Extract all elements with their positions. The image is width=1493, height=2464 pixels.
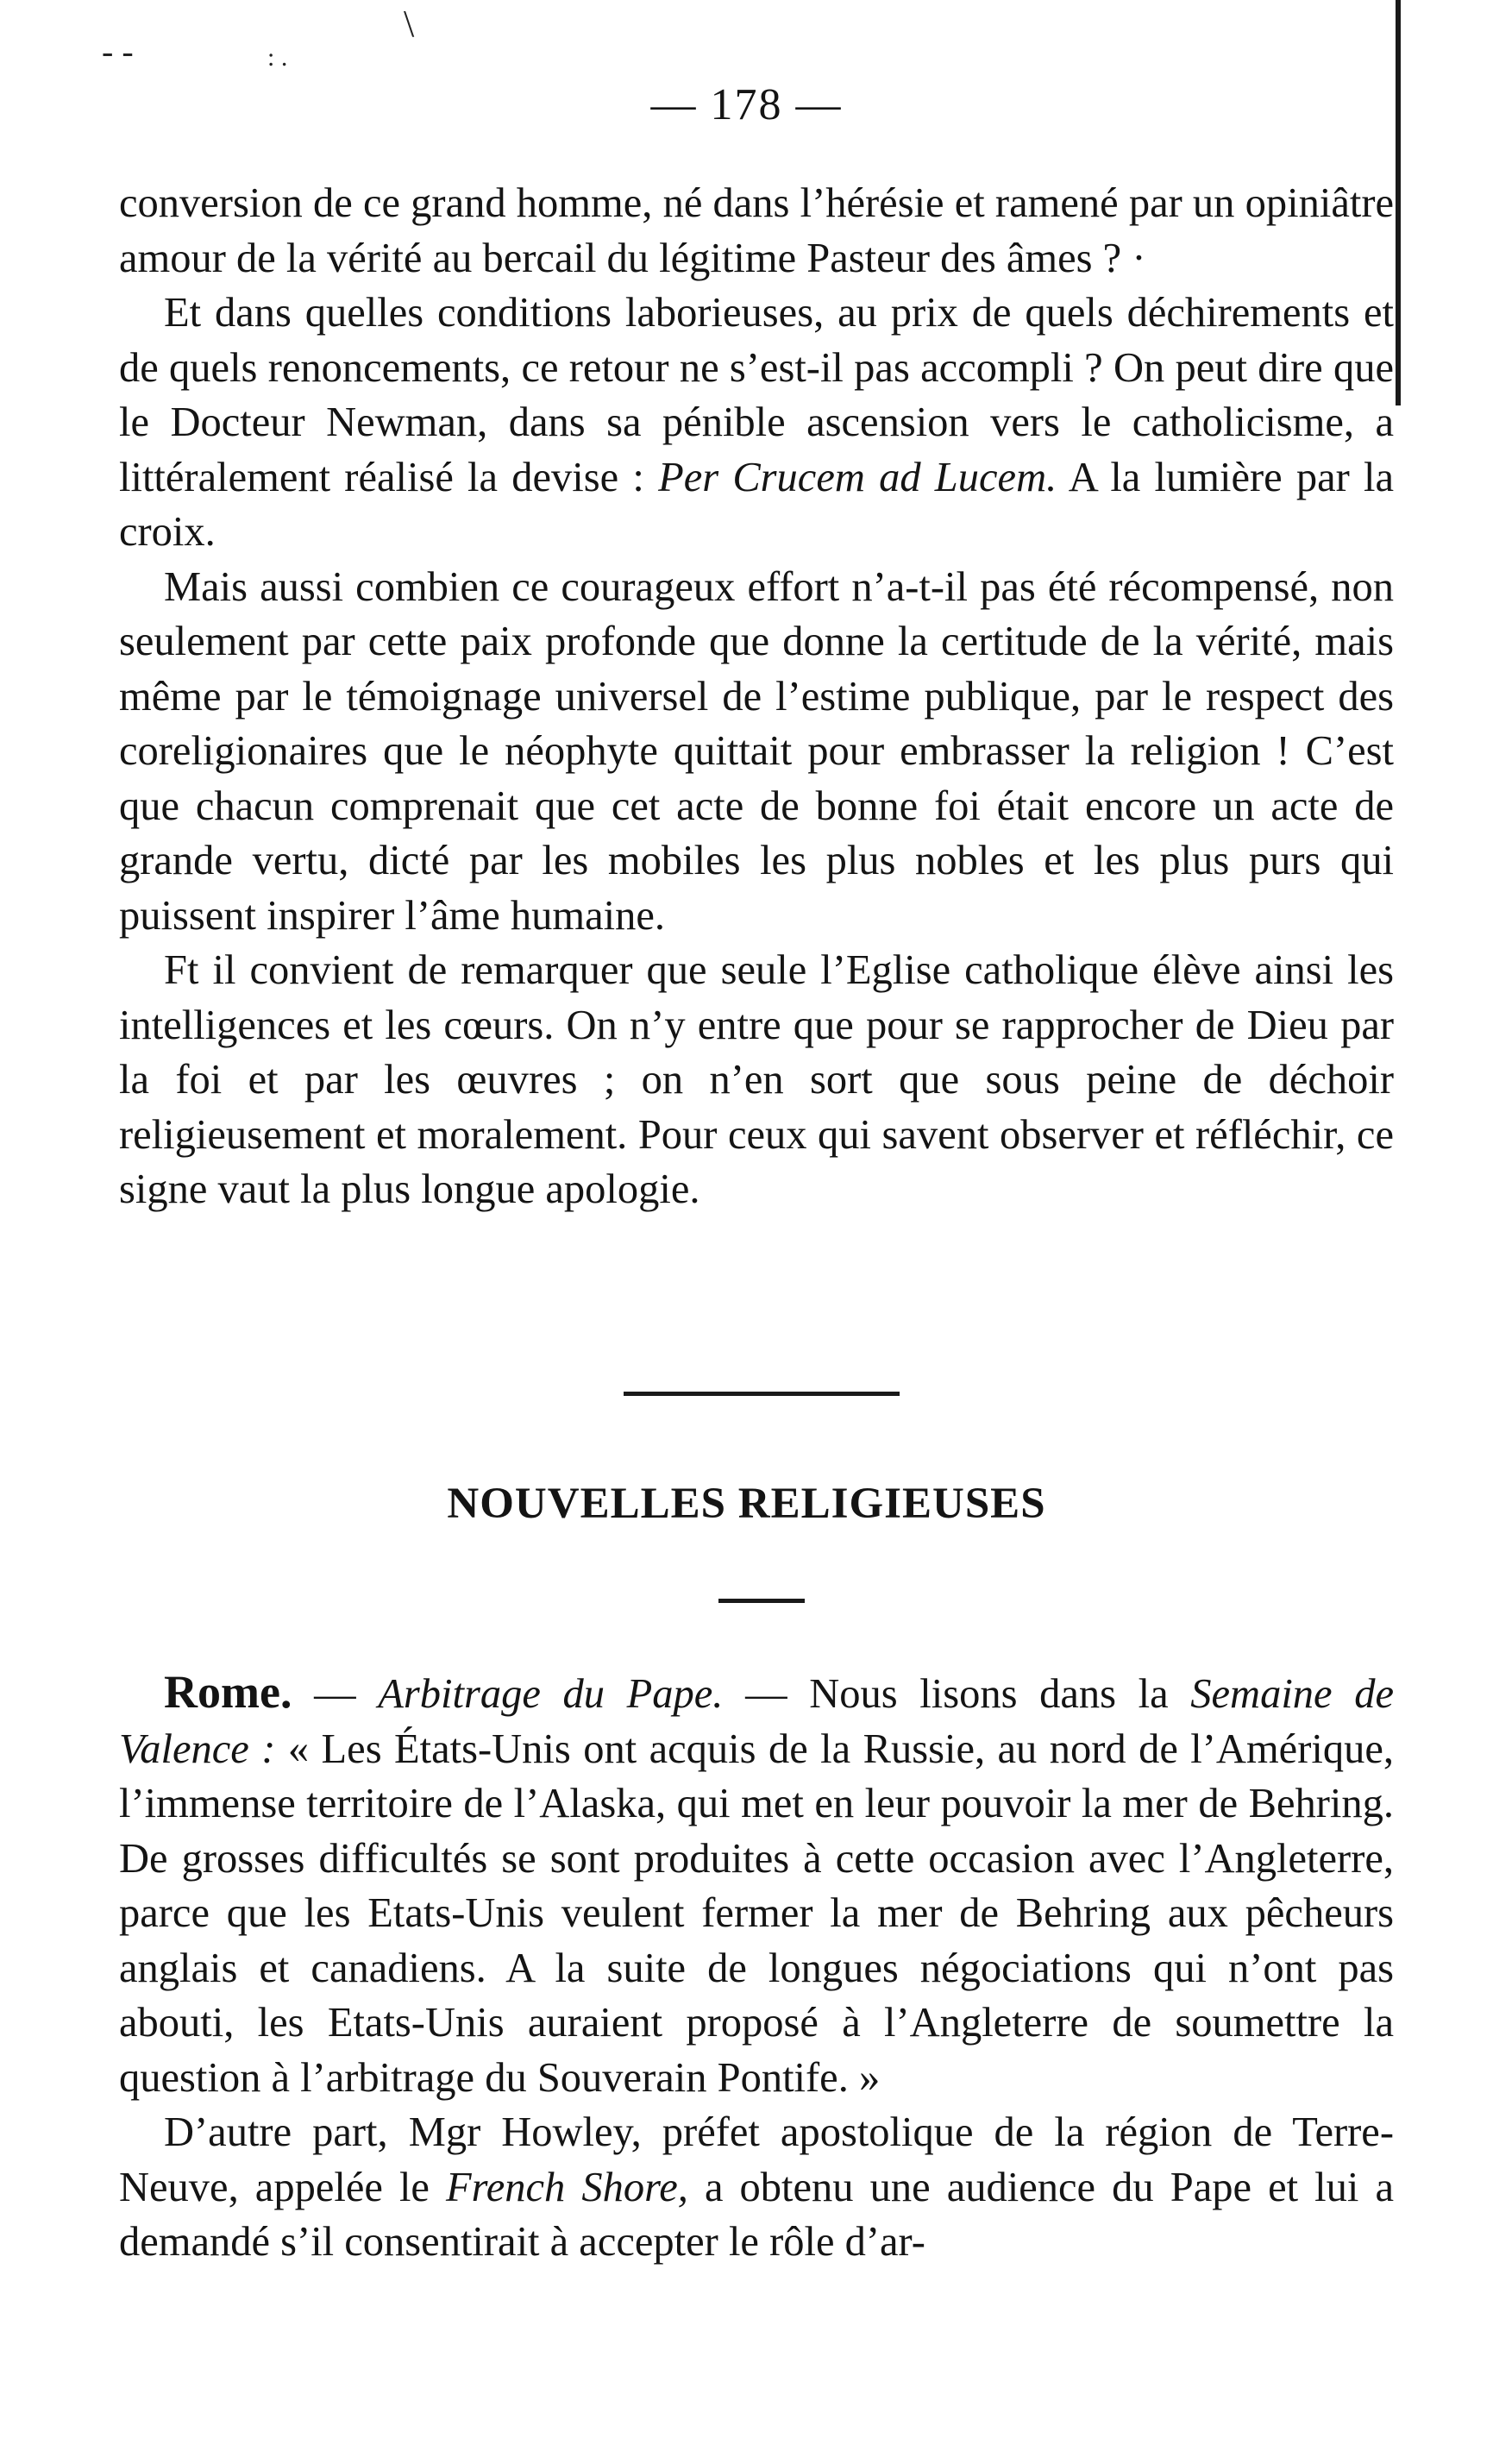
paragraph-text: A la lumière par la croix. — [119, 454, 1395, 555]
paragraph-text: — Nous lisons dans la — [723, 1671, 1191, 1717]
news-source: Semaine de Valence : — [119, 1671, 1395, 1772]
paragraph-text: conversion de ce grand homme, né dans l’hérésie et ramené par un opiniâtre amour de la vérité au bercail du légitime Pasteur des âmes ? · — [119, 180, 1394, 281]
motto: Per Crucem ad Lucem. — [658, 454, 1057, 500]
paragraph — [119, 176, 1394, 286]
paragraph-text: « Les États-Unis ont acquis de la Russie, au nord de l’Amérique, l’immense territoire de l’Alaska, qui met en leur pouvoir la mer de Behring. De grosses difficultés se sont produites à cette occasion avec l’Angleterre, parce que les Etats-Unis veulent fermer la mer de Behring aux pêcheurs anglais et canadiens. A la suite de longues négociations qui n’ont pas abouti, les Etats-Unis auraient proposé à l’Angleterre de soumettre la question à l’arbitrage du Souverain Pontife. » — [119, 1725, 1394, 2101]
section-heading: NOUVELLES RELIGIEUSES — [447, 1480, 1046, 1528]
scan-speck: \ — [404, 3, 415, 45]
news-place: Rome. — [164, 1666, 292, 1718]
paragraph-text: Et dans quelles conditions laborieuses, au prix de quels déchirements et de quels renoncements, ce retour ne s’est-il pas accompli ? On peut dire que le Docteur Newman, dans sa pénible ascension vers le catholicisme, a littéralement réalisé la devise : — [119, 290, 1394, 500]
paragraph — [119, 286, 1394, 560]
right-margin-rule — [1396, 0, 1401, 405]
place-name: French Shore, — [446, 2164, 688, 2210]
separator: — — [292, 1671, 379, 1717]
paragraph — [119, 1665, 1394, 2105]
paragraph — [119, 2105, 1394, 2270]
paragraph-text: a obtenu une audience du Pape et lui a demandé s’il consentirait à accepter le rôle d’ar- — [119, 2164, 1394, 2265]
article-body — [119, 176, 1394, 1217]
paragraph-text: Ft il convient de remarquer que seule l’Eglise catholique élève ainsi les intelligences et les cœurs. On n’y entre que pour se rapprocher de Dieu par la foi et par les œuvres ; on n’en sort que sous peine de déchoir religieusement et moralement. Pour ceux qui savent observer et réfléchir, ce signe vaut la plus longue apologie. — [119, 947, 1394, 1212]
paragraph-text: Mais aussi combien ce courageux effort n’a-t-il pas été récompensé, non seulement par cette paix profonde que donne la certitude de la vérité, mais même par le témoignage universel de l’estime publique, par le respect des coreligionaires que le néophyte quittait pour embrasser la religion ! C’est que chacun comprenait que cet acte de bonne foi était encore un acte de grande vertu, dicté par les mobiles les plus nobles et les plus purs qui puissent inspirer l’âme humaine. — [119, 563, 1394, 939]
paragraph-text: D’autre part, Mgr Howley, préfet apostolique de la région de Terre-Neuve, appelée le — [119, 2109, 1394, 2210]
heading-rule — [718, 1599, 805, 1603]
page-number: — 178 — — [650, 80, 843, 129]
scan-speck: : . — [267, 43, 288, 72]
news-topic: Arbitrage du Pape. — [378, 1671, 724, 1717]
scan-speck: ‐ ‐ — [102, 32, 134, 71]
news-body — [119, 1665, 1394, 2270]
paragraph — [119, 943, 1394, 1217]
paragraph — [119, 560, 1394, 944]
section-rule — [624, 1392, 900, 1396]
